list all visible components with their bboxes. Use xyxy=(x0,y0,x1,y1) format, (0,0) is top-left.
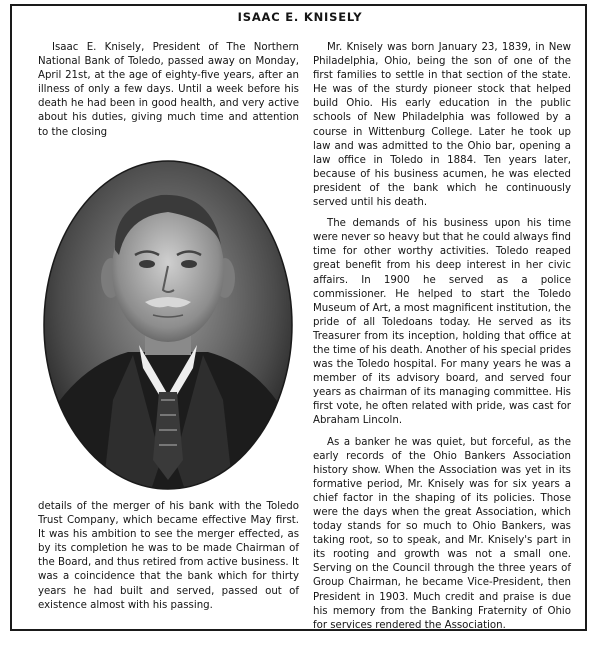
left-column-bottom xyxy=(38,500,299,613)
paragraph-birth: Mr. Knisely was born January 23, 1839, in New Philadelphia, Ohio, being the son of one of the first families to settle in that section of the state. He was of the sturdy pioneer stock that helped build Ohio. His early education in the public schools of New Philadelphia was followed by a course in Wittenburg College. Later he took up law and was admitted to the Ohio bar, opening a law office in Toledo in 1884. Ten years later, because of his business acumen, he was elected president of the bank which he continuously served until his death. xyxy=(313,42,571,209)
right-column xyxy=(313,41,571,640)
paragraph-intro: Isaac E. Knisely, President of The Northern National Bank of Toledo, passed away on Monday, April 21st, at the age of eighty-five years, after an illness of only a few days. Until a week before his death he had been in good health, and very active about his duties, giving much time and attention to the closing xyxy=(38,42,299,138)
paragraph-merger: details of the merger of his bank with the Toledo Trust Company, which became effective May first. It was his ambition to see the merger effected, as by its completion he was to be made Chairman of the Board, and thus retired from active business. It was a coincidence that the bank which for thirty years he had built and served, passed out of existence almost with his passing. xyxy=(38,501,299,611)
left-column-top xyxy=(38,41,299,140)
article-title: ISAAC E. KNISELY xyxy=(237,10,363,24)
portrait-photo xyxy=(43,160,293,490)
portrait-image xyxy=(43,160,293,490)
paragraph-civic: The demands of his business upon his time were never so heavy but that he could always find time for other worthy activities. Toledo reaped great benefit from his deep interest in her civic affairs. In 1900 he served as a police commissioner. He helped to start the Toledo Museum of Art, a most magnificent institution, the pride of all Toledoans today. He served as its Treasurer from its inception, holding that office at the time of his death. Another of his special prides was the Toledo hospital. For many years he was a member of its advisory board, and served four years as chairman of its managing committee. His first vote, he often related with pride, was cast for Abraham Lincoln. xyxy=(313,218,572,427)
paragraph-banker: As a banker he was quiet, but forceful, as the early records of the Ohio Bankers Association history show. When the Association was yet in its formative period, Mr. Knisely was for six years a chief factor in the shaping of its policies. Those were the days when the great Association, which today stands for so much to Ohio Bankers, was taking root, so to speak, and Mr. Knisely's part in its rooting and growth was not a small one. Serving on the Council through the three years of Group Chairman, he became Vice-President, then President in 1903. Much credit and praise is due his memory from the Banking Fraternity of Ohio for services rendered the Association. xyxy=(313,436,571,631)
